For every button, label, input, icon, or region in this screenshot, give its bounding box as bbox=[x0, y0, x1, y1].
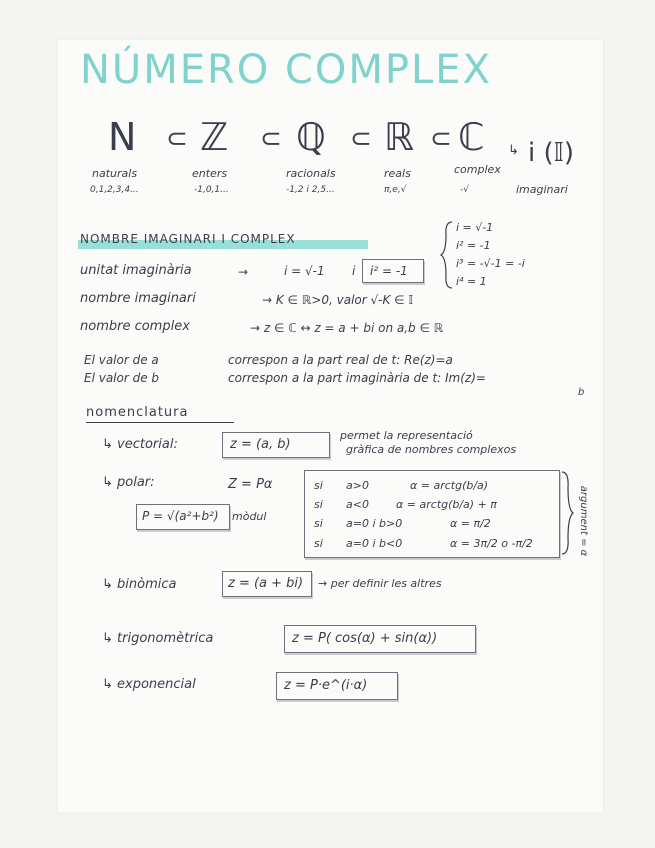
vectorial-label: ↳ vectorial: bbox=[102, 437, 178, 452]
subset-symbol: ⊂ bbox=[350, 124, 372, 154]
polar-label: ↳ polar: bbox=[102, 475, 155, 490]
set-integers-symbol: ℤ bbox=[200, 115, 229, 159]
unitat-separator: i bbox=[352, 264, 356, 278]
label-enters: enters bbox=[192, 167, 228, 180]
subset-symbol: ⊂ bbox=[430, 124, 452, 154]
label-racionals: racionals bbox=[286, 167, 336, 180]
argument-label: argument = α bbox=[578, 485, 590, 557]
set-reals-symbol: ℝ bbox=[384, 115, 415, 159]
unitat-imaginaria-label: unitat imaginària bbox=[80, 263, 192, 278]
trigonometrica-label: ↳ trigonomètrica bbox=[102, 631, 214, 646]
unitat-box-value: i² = -1 bbox=[370, 264, 408, 278]
case-condition: a<0 bbox=[346, 498, 369, 511]
label-complex: complex bbox=[454, 163, 501, 176]
arrow-icon: → bbox=[238, 265, 249, 279]
vectorial-formula: z = (a, b) bbox=[230, 437, 291, 452]
set-complex-symbol: ℂ bbox=[458, 115, 485, 159]
label-reals: reals bbox=[384, 167, 411, 180]
page-title: NÚMERO COMPLEX bbox=[80, 47, 492, 93]
brace-icon bbox=[440, 220, 454, 290]
case-si: si bbox=[314, 537, 323, 550]
case-si: si bbox=[314, 498, 323, 511]
power-i-2: i² = -1 bbox=[456, 239, 491, 252]
valor-b-label: El valor de b bbox=[84, 371, 160, 385]
section-heading-imaginari-complex: NOMBRE IMAGINARI I COMPLEX bbox=[80, 232, 296, 246]
binomica-note: → per definir les altres bbox=[318, 577, 442, 590]
case-si: si bbox=[314, 479, 323, 492]
power-i-4: i⁴ = 1 bbox=[456, 275, 487, 288]
polar-formula: Z = Pα bbox=[228, 477, 273, 492]
example-racionals: -1,2 i 2,5... bbox=[286, 185, 335, 195]
modulus-note: mòdul bbox=[232, 510, 267, 523]
nombre-complex-label: nombre complex bbox=[80, 319, 190, 334]
heading-underline bbox=[86, 422, 234, 423]
example-naturals: 0,1,2,3,4... bbox=[90, 185, 139, 195]
exponencial-label: ↳ exponencial bbox=[102, 677, 196, 692]
set-imaginary-symbol: i (𝕀) bbox=[528, 138, 574, 168]
binomica-label: ↳ binòmica bbox=[102, 577, 177, 592]
example-complex: -√ bbox=[460, 185, 469, 195]
set-naturals-symbol: N bbox=[108, 115, 137, 159]
example-enters: -1,0,1... bbox=[194, 185, 229, 195]
section-heading-nomenclatura: nomenclatura bbox=[86, 405, 189, 420]
power-i-3: i³ = -√-1 = -i bbox=[456, 257, 525, 270]
nombre-complex-value: → z ∈ ℂ ↔ z = a + bi on a,b ∈ ℝ bbox=[250, 321, 444, 335]
case-result: α = π/2 bbox=[450, 517, 491, 530]
arrow-icon: ↳ bbox=[508, 143, 519, 158]
case-result: α = arctg(b/a) bbox=[410, 479, 489, 492]
case-result: α = arctg(b/a) + π bbox=[396, 498, 497, 511]
vectorial-note-2: gràfica de nombres complexos bbox=[346, 443, 517, 456]
case-si: si bbox=[314, 517, 323, 530]
subset-symbol: ⊂ bbox=[166, 124, 188, 154]
valor-a-text: correspon a la part real de t: Re(z)=a bbox=[228, 353, 453, 367]
vectorial-note-1: permet la representació bbox=[340, 429, 473, 442]
binomica-formula: z = (a + bi) bbox=[228, 576, 304, 591]
example-reals: π,e,√ bbox=[384, 185, 407, 195]
trigonometrica-formula: z = P( cos(α) + sin(α)) bbox=[292, 631, 438, 646]
case-condition: a=0 i b<0 bbox=[346, 537, 403, 550]
nombre-imaginari-label: nombre imaginari bbox=[80, 291, 196, 306]
exponencial-formula: z = P·e^(i·α) bbox=[284, 678, 368, 693]
label-naturals: naturals bbox=[92, 167, 138, 180]
power-i-1: i = √-1 bbox=[456, 221, 494, 234]
valor-b-continued: b bbox=[578, 387, 585, 398]
set-rationals-symbol: ℚ bbox=[296, 115, 326, 159]
subset-symbol: ⊂ bbox=[260, 124, 282, 154]
case-condition: a=0 i b>0 bbox=[346, 517, 403, 530]
unitat-imaginaria-value: i = √-1 bbox=[284, 264, 325, 278]
brace-icon bbox=[560, 470, 574, 556]
label-imaginari: imaginari bbox=[516, 183, 568, 196]
valor-a-label: El valor de a bbox=[84, 353, 159, 367]
case-result: α = 3π/2 o -π/2 bbox=[450, 537, 533, 550]
modulus-formula: P = √(a²+b²) bbox=[142, 509, 219, 523]
valor-b-text: correspon a la part imaginària de t: Im(z)= bbox=[228, 371, 486, 385]
case-condition: a>0 bbox=[346, 479, 369, 492]
nombre-imaginari-value: → K ∈ ℝ>0, valor √-K ∈ 𝕀 bbox=[262, 293, 414, 307]
